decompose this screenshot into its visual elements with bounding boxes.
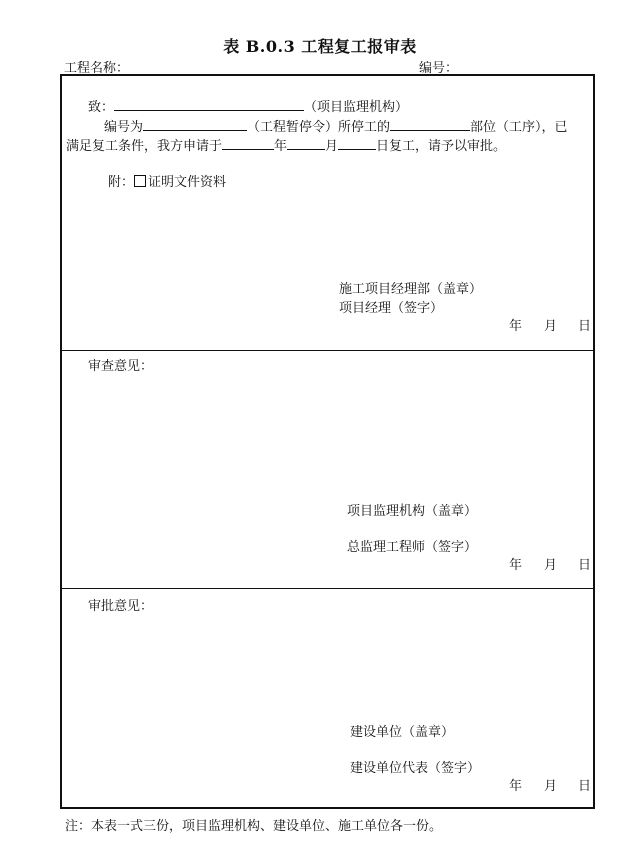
line3-prefix: 满足复工条件，我方申请于 xyxy=(66,139,223,154)
suspension-order-number-blank[interactable] xyxy=(143,118,247,131)
date-day: 日 xyxy=(578,779,592,794)
date-day: 日 xyxy=(578,319,592,334)
resume-year-label: 年 xyxy=(274,139,288,154)
attach-item: 证明文件资料 xyxy=(148,175,227,190)
footnote: 注：本表一式三份，项目监理机构、建设单位、施工单位各一份。 xyxy=(65,819,443,834)
line3-suffix: 日复工，请予以审批。 xyxy=(376,139,507,154)
line2-prefix: 编号为 xyxy=(104,120,144,135)
date-month: 月 xyxy=(544,779,558,794)
section-divider-1 xyxy=(60,350,595,351)
attachment-line xyxy=(108,171,226,190)
project-name-label: 工程名称： xyxy=(64,61,130,76)
supervision-org-blank[interactable] xyxy=(114,98,304,111)
date-year: 年 xyxy=(509,319,523,334)
date-year: 年 xyxy=(509,558,523,573)
attach-label: 附： xyxy=(108,175,135,190)
request-line-3 xyxy=(66,135,506,154)
attachment-checkbox[interactable] xyxy=(134,175,146,187)
line2-mid: （工程暂停令）所停工的 xyxy=(247,120,391,135)
owner-seal-label: 建设单位（盖章） xyxy=(350,725,455,740)
date-year: 年 xyxy=(509,779,523,794)
line2-suffix: 部位（工序），已 xyxy=(470,120,568,135)
to-prefix: 致： xyxy=(88,100,115,115)
owner-representative-sign-label: 建设单位代表（签字） xyxy=(350,761,481,776)
resume-month-label: 月 xyxy=(325,139,339,154)
project-manager-sign-label: 项目经理（签字） xyxy=(339,301,444,316)
review-opinion-label: 审查意见： xyxy=(88,359,154,374)
supervision-seal-label: 项目监理机构（盖章） xyxy=(347,504,478,519)
date-day: 日 xyxy=(578,558,592,573)
date-month: 月 xyxy=(544,558,558,573)
form-title: 表 B.0.3 工程复工报审表 xyxy=(223,37,417,56)
approval-opinion-label: 审批意见： xyxy=(88,599,154,614)
request-line-2 xyxy=(104,116,568,135)
resume-day-blank[interactable] xyxy=(338,137,376,150)
resume-year-blank[interactable] xyxy=(222,137,274,150)
resume-month-blank[interactable] xyxy=(287,137,325,150)
chief-engineer-sign-label: 总监理工程师（签字） xyxy=(347,540,478,555)
addressee-line xyxy=(88,96,408,115)
date-month: 月 xyxy=(544,319,558,334)
contractor-seal-label: 施工项目经理部（盖章） xyxy=(339,282,483,297)
number-label: 编号： xyxy=(419,61,459,76)
to-suffix: （项目监理机构） xyxy=(304,100,409,115)
section-divider-2 xyxy=(60,588,595,589)
suspended-part-blank[interactable] xyxy=(390,118,470,131)
